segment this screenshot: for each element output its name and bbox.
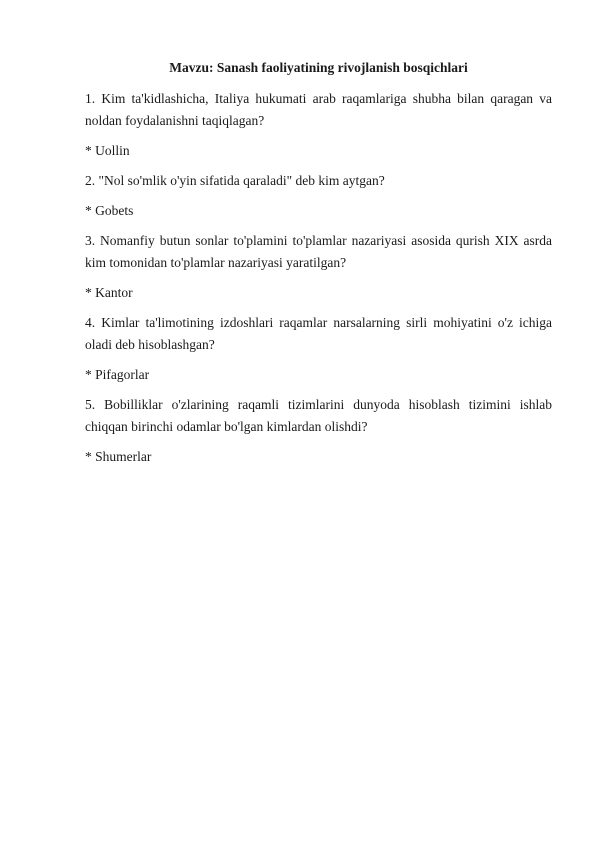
document-page <box>85 58 552 476</box>
question-1: 1. Kim ta'kidlashicha, Italiya hukumati arab raqamlariga shubha bilan qaragan va noldan foydalanishni taqiqlagan? <box>85 91 552 128</box>
document-title: Mavzu: Sanash faoliyatining rivojlanish bosqichlari <box>169 60 468 75</box>
question-3: 3. Nomanfiy butun sonlar to'plamini to'plamlar nazariyasi asosida qurish XIX asrda kim tomonidan to'plamlar nazariyasi yaratilgan? <box>85 233 552 270</box>
question-2: 2. "Nol so'mlik o'yin sifatida qaraladi" deb kim aytgan? <box>85 173 385 188</box>
answer-5: * Shumerlar <box>85 449 152 464</box>
question-5: 5. Bobilliklar o'zlarining raqamli tizimlarini dunyoda hisoblash tizimini ishlab chiqqan birinchi odamlar bo'lgan kimlardan olishdi? <box>85 397 552 434</box>
answer-3: * Kantor <box>85 285 133 300</box>
answer-4: * Pifagorlar <box>85 367 150 382</box>
answer-2: * Gobets <box>85 203 134 218</box>
question-4: 4. Kimlar ta'limotining izdoshlari raqamlar narsalarning sirli mohiyatini o'z ichiga oladi deb hisoblashgan? <box>85 315 552 352</box>
answer-1: * Uollin <box>85 143 130 158</box>
